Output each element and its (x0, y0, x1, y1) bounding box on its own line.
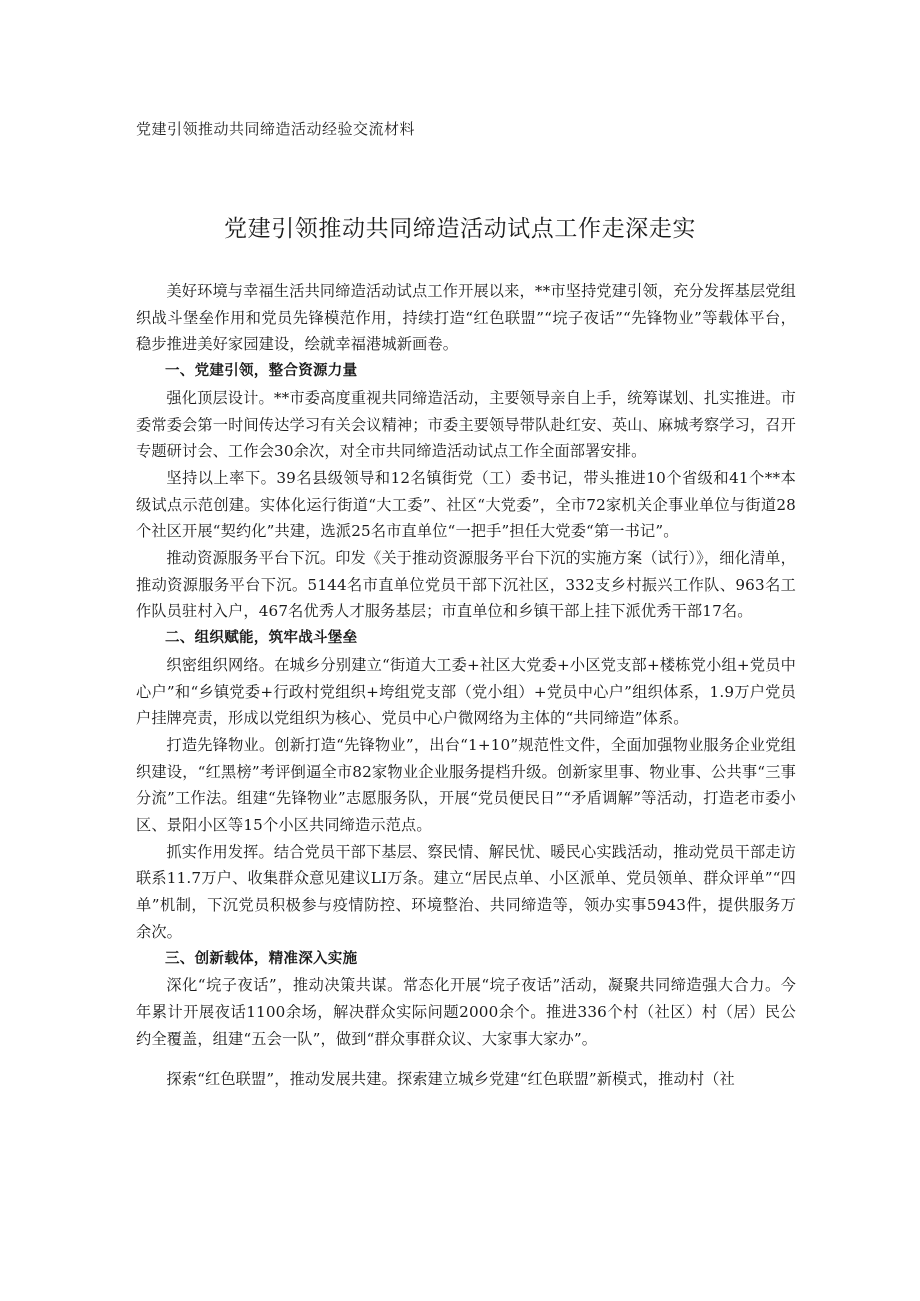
section-2-heading: 二、组织赋能，筑牢战斗堡垒 (165, 630, 358, 647)
paragraph-gap (136, 1052, 796, 1066)
section-3-heading: 三、创新载体，精准深入实施 (165, 950, 358, 967)
document-title: 党建引领推动共同缔造活动试点工作走深走实 (224, 216, 696, 242)
document-label: 党建引领推动共同缔造活动经验交流材料 (136, 120, 416, 138)
intro-paragraph: 美好环境与幸福生活共同缔造活动试点工作开展以来，**市坚持党建引领，充分发挥基层党组织战斗堡垒作用和党员先锋模范作用，持续打造“红色联盟”“垸子夜话”“先锋物业”等载体平台，稳步推进美好家园建设，绘就幸福港城新画卷。 (136, 282, 796, 354)
section-1-paragraph-3: 推动资源服务平台下沉。印发《关于推动资源服务平台下沉的实施方案（试行）》，细化清单，推动资源服务平台下沉。5144名市直单位党员干部下沉社区，332支乡村振兴工作队、963名工作队员驻村入户，467名优秀人才服务基层；市直单位和乡镇干部上挂下派优秀干部17名。 (136, 549, 796, 621)
section-2-paragraph-3: 抓实作用发挥。结合党员干部下基层、察民情、解民忧、暖民心实践活动，推动党员干部走访联系11.7万户、收集群众意见建议LI万条。建立“居民点单、小区派单、党员领单、群众评单”“四单”机制，下沉党员积极参与疫情防控、环境整治、共同缔造等，领办实事5943件，提供服务万余次。 (136, 842, 796, 941)
section-1-paragraph-1: 强化顶层设计。**市委高度重视共同缔造活动，主要领导亲自上手，统筹谋划、扎实推进。市委常委会第一时间传达学习有关会议精神；市委主要领导带队赴红安、英山、麻城考察学习，召开专题研讨会、工作会30余次，对全市共同缔造活动试点工作全面部署安排。 (136, 388, 796, 461)
section-2-paragraph-2: 打造先锋物业。创新打造“先锋物业”，出台“1+10”规范性文件，全面加强物业服务企业党组织建设，“红黑榜”考评倒逼全市82家物业企业服务提档升级。创新家里事、物业事、公共事“三事分流”工作法。组建“先锋物业”志愿服务队，开展“党员便民日”“矛盾调解”等活动，打造老市委小区、景阳小区等15个小区共同缔造示范点。 (136, 735, 796, 835)
section-3-paragraph-1: 深化“垸子夜话”，推动决策共谋。常态化开展“垸子夜话”活动，凝聚共同缔造强大合力。今年累计开展夜话1100余场，解决群众实际问题2000余个。推进336个村（社区）村（居）民公约全覆盖，组建“五会一队”，做到“群众事群众议、大家事大家办”。 (136, 976, 796, 1048)
document-body (136, 278, 796, 1093)
section-1-paragraph-2: 坚持以上率下。39名县级领导和12名镇街党（工）委书记，带头推进10个省级和41个**本级试点示范创建。实体化运行街道“大工委”、社区“大党委”，全市72家机关企事业单位与街道28个社区开展“契约化”共建，选派25名市直单位“一把手”担任大党委“第一书记”。 (136, 468, 796, 541)
section-3-paragraph-2: 探索“红色联盟”，推动发展共建。探索建立城乡党建“红色联盟”新模式，推动村（社 (166, 1070, 735, 1089)
section-2-paragraph-1: 织密组织网络。在城乡分别建立“街道大工委+社区大党委+小区党支部+楼栋党小组+党员中心户”和“乡镇党委+行政村党组织+垮组党支部（党小组）+党员中心户”组织体系，1.9万户党员户挂牌亮责，形成以党组织为核心、党员中心户微网络为主体的“共同缔造”体系。 (136, 655, 796, 728)
section-1-heading: 一、党建引领，整合资源力量 (165, 363, 358, 380)
